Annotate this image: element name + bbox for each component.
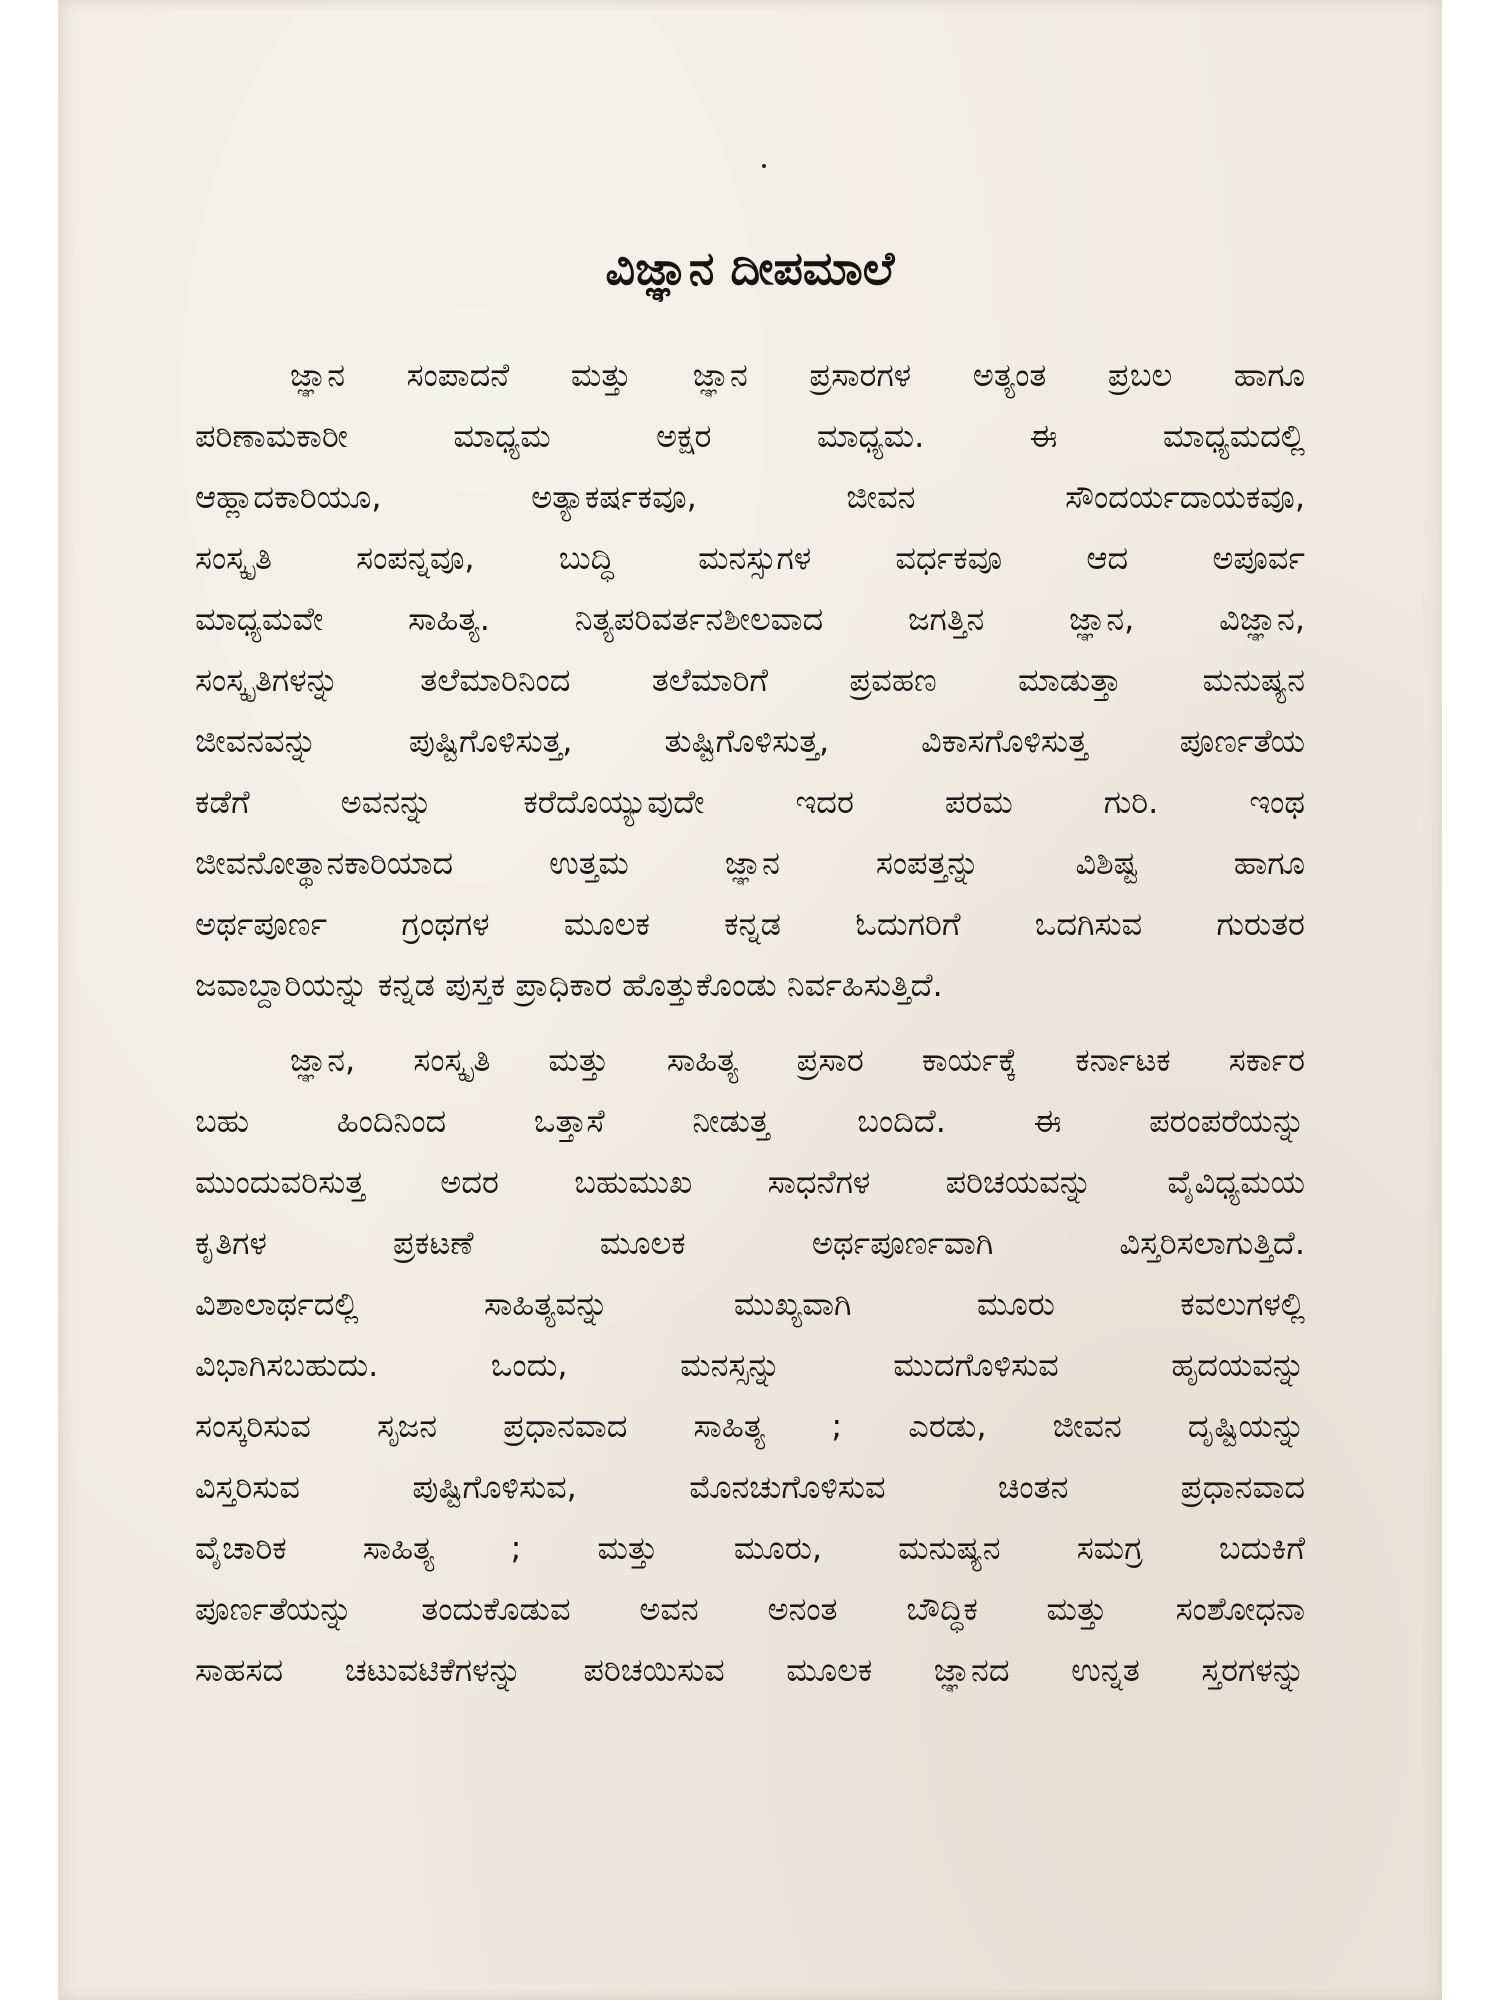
- text-line: ಸಂಸ್ಕೃತಿಗಳನ್ನು ತಲೆಮಾರಿನಿಂದ ತಲೆಮಾರಿಗೆ ಪ್ರವಹಣ ಮಾಡುತ್ತಾ ಮನುಷ್ಯನ: [195, 661, 1305, 699]
- page-title: ವಿಜ್ಞಾನ ದೀಪಮಾಲೆ: [605, 241, 895, 295]
- text-line: ಮಾಧ್ಯಮವೇ ಸಾಹಿತ್ಯ. ನಿತ್ಯಪರಿವರ್ತನಶೀಲವಾದ ಜಗತ್ತಿನ ಜ್ಞಾನ, ವಿಜ್ಞಾನ,: [195, 600, 1305, 638]
- print-dot: [762, 164, 766, 168]
- text-line: ವಿಭಾಗಿಸಬಹುದು. ಒಂದು, ಮನಸ್ಸನ್ನು ಮುದಗೊಳಿಸುವ ಹೃದಯವನ್ನು: [195, 1346, 1305, 1384]
- paragraph-2: [195, 1030, 1305, 1701]
- text-line: ವಿಶಾಲಾರ್ಥದಲ್ಲಿ ಸಾಹಿತ್ಯವನ್ನು ಮುಖ್ಯವಾಗಿ ಮೂರು ಕವಲುಗಳಲ್ಲಿ: [195, 1285, 1305, 1323]
- text-line: ಪರಿಣಾಮಕಾರೀ ಮಾಧ್ಯಮ ಅಕ್ಷರ ಮಾಧ್ಯಮ. ಈ ಮಾಧ್ಯಮದಲ್ಲಿ: [195, 417, 1305, 455]
- text-line: ಜೀವನವನ್ನು ಪುಷ್ಟಿಗೊಳಿಸುತ್ತ, ತುಷ್ಟಿಗೊಳಿಸುತ್ತ, ವಿಕಾಸಗೊಳಿಸುತ್ತ ಪೂರ್ಣತೆಯ: [195, 722, 1305, 760]
- text-line: ವೈಚಾರಿಕ ಸಾಹಿತ್ಯ ; ಮತ್ತು ಮೂರು, ಮನುಷ್ಯನ ಸಮಗ್ರ ಬದುಕಿಗೆ: [195, 1529, 1305, 1567]
- text-line: ವಿಸ್ತರಿಸುವ ಪುಷ್ಟಿಗೊಳಿಸುವ, ಮೊನಚುಗೊಳಿಸುವ ಚಿಂತನ ಪ್ರಧಾನವಾದ: [195, 1468, 1305, 1506]
- text-line: ಜೀವನೋತ್ಥಾನಕಾರಿಯಾದ ಉತ್ತಮ ಜ್ಞಾನ ಸಂಪತ್ತನ್ನು ವಿಶಿಷ್ಟ ಹಾಗೂ: [195, 844, 1305, 882]
- text-line: ಕಡೆಗೆ ಅವನನ್ನು ಕರೆದೊಯ್ಯುವುದೇ ಇದರ ಪರಮ ಗುರಿ. ಇಂಥ: [195, 783, 1305, 821]
- text-line: ಸಂಸ್ಕರಿಸುವ ಸೃಜನ ಪ್ರಧಾನವಾದ ಸಾಹಿತ್ಯ ; ಎರಡು, ಜೀವನ ದೃಷ್ಟಿಯನ್ನು: [195, 1407, 1305, 1445]
- text-line: ಸಂಸ್ಕೃತಿ ಸಂಪನ್ನವೂ, ಬುದ್ಧಿ ಮನಸ್ಸುಗಳ ವರ್ಧಕವೂ ಆದ ಅಪೂರ್ವ: [195, 539, 1305, 577]
- body-text: [195, 345, 1305, 1701]
- text-line: ಜವಾಬ್ದಾರಿಯನ್ನು ಕನ್ನಡ ಪುಸ್ತಕ ಪ್ರಾಧಿಕಾರ ಹೊತ್ತುಕೊಂಡು ನಿರ್ವಹಿಸುತ್ತಿದೆ.: [195, 966, 943, 1004]
- text-line: ಬಹು ಹಿಂದಿನಿಂದ ಒತ್ತಾಸೆ ನೀಡುತ್ತ ಬಂದಿದೆ. ಈ ಪರಂಪರೆಯನ್ನು: [195, 1102, 1305, 1140]
- text-line: ಪೂರ್ಣತೆಯನ್ನು ತಂದುಕೊಡುವ ಅವನ ಅನಂತ ಬೌದ್ಧಿಕ ಮತ್ತು ಸಂಶೋಧನಾ: [195, 1590, 1305, 1628]
- text-line: ಜ್ಞಾನ, ಸಂಸ್ಕೃತಿ ಮತ್ತು ಸಾಹಿತ್ಯ ಪ್ರಸಾರ ಕಾರ್ಯಕ್ಕೆ ಕರ್ನಾಟಕ ಸರ್ಕಾರ: [290, 1041, 1305, 1079]
- text-line: ಆಹ್ಲಾದಕಾರಿಯೂ, ಅತ್ಯಾಕರ್ಷಕವೂ, ಜೀವನ ಸೌಂದರ್ಯದಾಯಕವೂ,: [195, 478, 1305, 516]
- paragraph-1: [195, 345, 1305, 1016]
- text-line: ಜ್ಞಾನ ಸಂಪಾದನೆ ಮತ್ತು ಜ್ಞಾನ ಪ್ರಸಾರಗಳ ಅತ್ಯಂತ ಪ್ರಬಲ ಹಾಗೂ: [290, 356, 1305, 394]
- text-line: ಮುಂದುವರಿಸುತ್ತ ಅದರ ಬಹುಮುಖ ಸಾಧನೆಗಳ ಪರಿಚಯವನ್ನು ವೈವಿಧ್ಯಮಯ: [195, 1163, 1305, 1201]
- text-line: ಕೃತಿಗಳ ಪ್ರಕಟಣೆ ಮೂಲಕ ಅರ್ಥಪೂರ್ಣವಾಗಿ ವಿಸ್ತರಿಸಲಾಗುತ್ತಿದೆ.: [195, 1224, 1305, 1262]
- text-line: ಸಾಹಸದ ಚಟುವಟಿಕೆಗಳನ್ನು ಪರಿಚಯಿಸುವ ಮೂಲಕ ಜ್ಞಾನದ ಉನ್ನತ ಸ್ತರಗಳನ್ನು: [195, 1651, 1305, 1689]
- text-line: ಅರ್ಥಪೂರ್ಣ ಗ್ರಂಥಗಳ ಮೂಲಕ ಕನ್ನಡ ಓದುಗರಿಗೆ ಒದಗಿಸುವ ಗುರುತರ: [195, 905, 1305, 943]
